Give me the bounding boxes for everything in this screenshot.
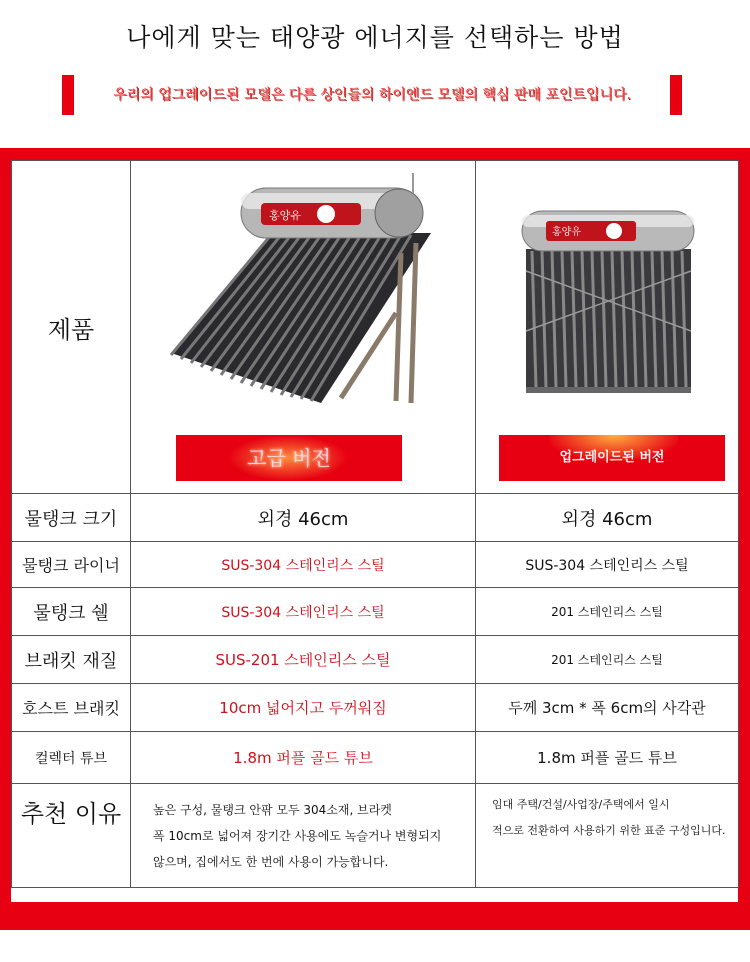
table-row [12, 494, 739, 542]
product-row [12, 161, 739, 494]
row-label: 호스트 브래킷 [12, 684, 131, 732]
reason-line: 폭 10cm로 넓어져 장기간 사용에도 녹슬거나 변형되지 [153, 828, 442, 843]
subtitle-banner [62, 75, 682, 115]
table-row [12, 732, 739, 784]
premium-value: 외경 46cm [131, 494, 476, 542]
row-label: 브래킷 재질 [12, 636, 131, 684]
reason-line: 높은 구성, 물탱크 안팎 모두 304소재, 브라켓 [153, 802, 392, 817]
solar-heater-premium-image [141, 173, 441, 423]
product-premium-cell [131, 161, 476, 494]
page-title: 나에게 맞는 태양광 에너지를 선택하는 방법 [126, 23, 624, 52]
table-row [12, 542, 739, 588]
row-label: 물탱크 쉘 [12, 588, 131, 636]
product-upgraded-cell [476, 161, 739, 494]
premium-value: 10cm 넓어지고 두꺼워짐 [131, 684, 476, 732]
premium-value: SUS-304 스테인리스 스틸 [131, 542, 476, 588]
reason-line: 임대 주택/건설/사업장/주택에서 일시 [492, 798, 670, 811]
upgraded-value: 201 스테인리스 스틸 [476, 588, 739, 636]
table-row [12, 636, 739, 684]
upgraded-value: 1.8m 퍼플 골드 튜브 [476, 732, 739, 784]
premium-version-badge: 고급 버전 [176, 435, 402, 481]
reason-label: 추천 이유 [12, 784, 131, 888]
comparison-table [11, 160, 739, 888]
comparison-frame [0, 148, 750, 930]
reason-line: 적으로 전환하여 사용하기 위한 표준 구성입니다. [492, 824, 726, 837]
subtitle-text: 우리의 업그레이드된 모델은 다른 상인들의 하이엔드 모델의 핵심 판매 포인트입니다. [113, 87, 631, 103]
premium-value: SUS-304 스테인리스 스틸 [131, 588, 476, 636]
solar-heater-upgraded-image [506, 201, 706, 411]
premium-reason [131, 784, 476, 888]
row-label: 물탱크 라이너 [12, 542, 131, 588]
upgraded-value: SUS-304 스테인리스 스틸 [476, 542, 739, 588]
table-row [12, 684, 739, 732]
table-row [12, 588, 739, 636]
reason-row [12, 784, 739, 888]
upgraded-reason [476, 784, 739, 888]
product-label: 제품 [12, 161, 131, 494]
reason-line: 않으며, 집에서도 한 번에 사용이 가능합니다. [153, 854, 389, 869]
brand-text-premium: 홍양유 [269, 209, 301, 222]
banner-right-accent [670, 75, 682, 115]
row-label: 컬렉터 튜브 [12, 732, 131, 784]
upgraded-value: 201 스테인리스 스틸 [476, 636, 739, 684]
comparison-panel [11, 160, 738, 902]
upgraded-value: 두께 3cm * 폭 6cm의 사각관 [476, 684, 739, 732]
upgraded-value: 외경 46cm [476, 494, 739, 542]
row-label: 물탱크 크기 [12, 494, 131, 542]
upgraded-version-badge: 업그레이드된 버전 [499, 435, 725, 481]
premium-value: SUS-201 스테인리스 스틸 [131, 636, 476, 684]
premium-value: 1.8m 퍼플 골드 튜브 [131, 732, 476, 784]
banner-left-accent [62, 75, 74, 115]
brand-text-upgraded: 홍양유 [552, 227, 581, 238]
